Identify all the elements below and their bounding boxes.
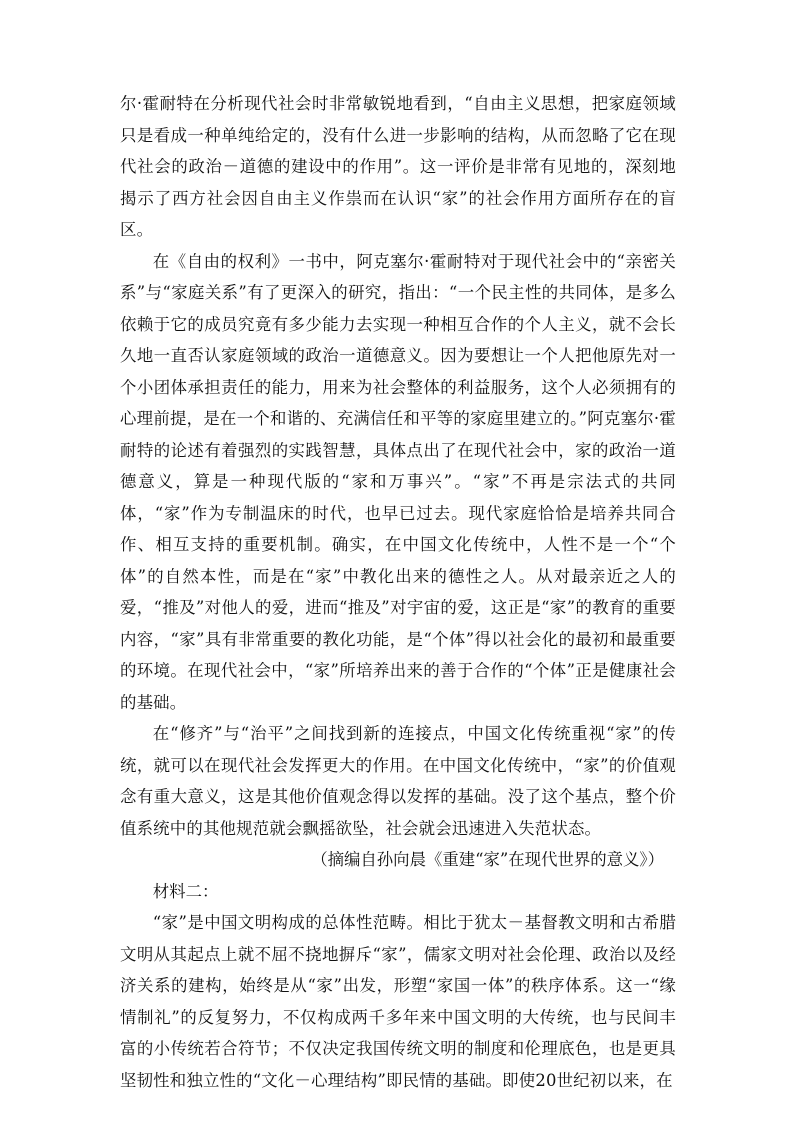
- paragraph-family-tradition: 在“修齐”与“治平”之间找到新的连接点，中国文化传统重视“家”的传统，就可以在现代社会发挥更大的作用。在中国文化传统中，“家”的价值观念有重大意义，这是其他价值观念得以发挥的基础。没了这个基点，整个价值系统中的其他规范就会飘摇欲坠，社会就会迅速进入失范状态。: [120, 724, 676, 838]
- document-body: [120, 88, 676, 1096]
- source-citation: （摘编自孙向晨《重建“家”在现代世界的意义》）: [311, 850, 664, 869]
- paragraph-honneth-quote: 在《自由的权利》一书中，阿克塞尔·霍耐特对于现代社会中的“亲密关系”与“家庭关系”有了更深入的研究，指出：“一个民主性的共同体，是多么依赖于它的成员究竟有多少能力去实现一种相互合作的个人主义，就不会长久地一直否认家庭领域的政治一道德意义。因为要想让一个人把他原先对一个小团体承担责任的能力，用来为社会整体的利益服务，这个人必须拥有的心理前提，是在一个和谐的、充满信任和平等的家庭里建立的。”阿克塞尔·霍耐特的论述有着强烈的实践智慧，具体点出了在现代社会中，家的政治一道德意义，算是一种现代版的“家和万事兴”。“家”不再是宗法式的共同体，“家”作为专制温床的时代，也早已过去。现代家庭恰恰是培养共同合作、相互支持的重要机制。确实，在中国文化传统中，人性不是一个“个体”的自然本性，而是在“家”中教化出来的德性之人。从对最亲近之人的爱，“推及”对他人的爱，进而“推及”对宇宙的爱，这正是“家”的教育的重要内容，“家”具有非常重要的教化功能，是“个体”得以社会化的最初和最重要的环境。在现代社会中，“家”所培养出来的善于合作的“个体”正是健康社会的基础。: [120, 251, 676, 712]
- paragraph-continued: 尔·霍耐特在分析现代社会时非常敏锐地看到，“自由主义思想，把家庭领域只是看成一种单纯给定的，没有什么进一步影响的结构，从而忽略了它在现代社会的政治－道德的建设中的作用”。这一评价是非常有见地的，深刻地揭示了西方社会因自由主义作祟而在认识“家”的社会作用方面所存在的盲区。: [120, 94, 676, 239]
- material-two-label: 材料二：: [152, 881, 219, 901]
- paragraph-material-two: “家”是中国文明构成的总体性范畴。相比于犹太－基督教文明和古希腊文明从其起点上就不屈不挠地摒斥“家”，儒家文明对社会伦理、政治以及经济关系的建构，始终是从“家”出发，形塑“家国一体”的秩序体系。这一“缘情制礼”的反复努力，不仅构成两千多年来中国文明的大传统，也与民间丰富的小传统若合符节；不仅决定我国传统文明的制度和伦理底色，也是更具坚韧性和独立性的“文化－心理结构”即民情的基础。即使20世纪初以来，在: [120, 913, 676, 1090]
